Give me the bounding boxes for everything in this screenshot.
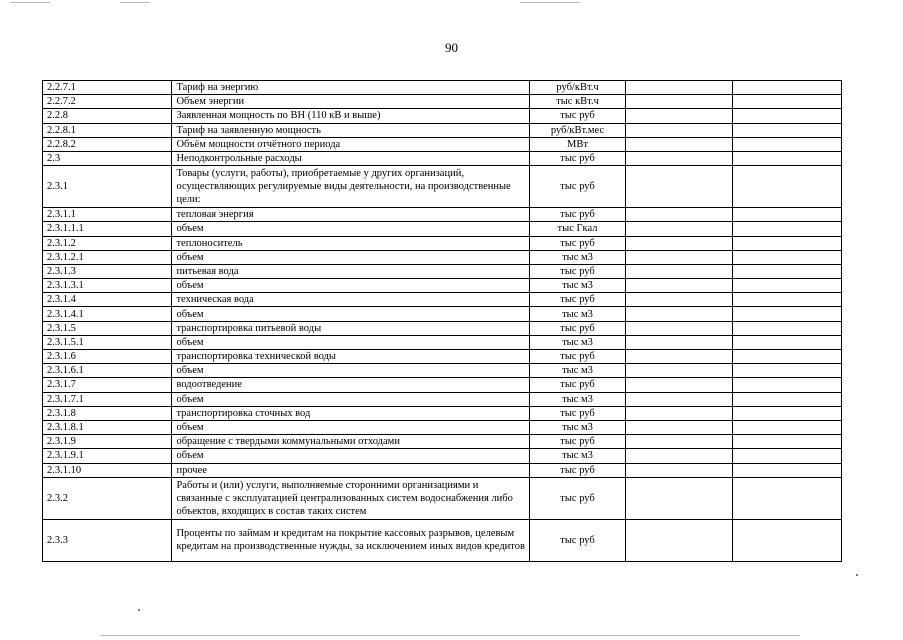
- row-name-cell: Заявленная мощность по ВН (110 кВ и выше): [172, 109, 530, 123]
- row-value-cell-2: [732, 435, 841, 449]
- row-value-cell-1: [625, 293, 732, 307]
- table-row: [43, 137, 842, 151]
- tariff-table: [42, 80, 842, 562]
- row-unit-cell: тыс руб: [530, 293, 625, 307]
- table-row: [43, 321, 842, 335]
- row-code-cell: 2.2.8: [43, 109, 172, 123]
- row-value-cell-2: [732, 95, 841, 109]
- row-value-cell-1: [625, 81, 732, 95]
- row-name-cell: обращение с твердыми коммунальными отходами: [172, 435, 530, 449]
- row-code-cell: 2.3.1.7.1: [43, 392, 172, 406]
- row-value-cell-1: [625, 151, 732, 165]
- row-value-cell-2: [732, 236, 841, 250]
- table-row: [43, 449, 842, 463]
- table-row: [43, 477, 842, 519]
- row-unit-cell: тыс руб: [530, 236, 625, 250]
- row-unit-cell: руб/кВт.мес: [530, 123, 625, 137]
- row-value-cell-1: [625, 236, 732, 250]
- row-code-cell: 2.2.8.2: [43, 137, 172, 151]
- row-code-cell: 2.3.1: [43, 166, 172, 208]
- row-unit-cell: тыс руб: [530, 151, 625, 165]
- row-name-cell: объем: [172, 364, 530, 378]
- table-row: [43, 109, 842, 123]
- row-value-cell-1: [625, 250, 732, 264]
- row-name-cell: Товары (услуги, работы), приобретаемые у других организаций, осуществляющих регулируемые виды деятельности, на производственные цели:: [172, 166, 530, 208]
- scan-speck: [138, 609, 140, 611]
- row-unit-cell: тыс кВт.ч: [530, 95, 625, 109]
- table-row: [43, 378, 842, 392]
- table-row: [43, 519, 842, 561]
- table-row: [43, 335, 842, 349]
- row-value-cell-1: [625, 321, 732, 335]
- table-row: [43, 392, 842, 406]
- row-unit-cell: тыс м3: [530, 279, 625, 293]
- table-row: [43, 208, 842, 222]
- row-value-cell-2: [732, 137, 841, 151]
- row-code-cell: 2.3.1.2.1: [43, 250, 172, 264]
- row-name-cell: техническая вода: [172, 293, 530, 307]
- row-value-cell-1: [625, 477, 732, 519]
- row-unit-cell: тыс руб: [530, 406, 625, 420]
- row-unit-cell: тыс руб: [530, 378, 625, 392]
- row-value-cell-2: [732, 151, 841, 165]
- row-name-cell: объем: [172, 307, 530, 321]
- row-value-cell-2: [732, 463, 841, 477]
- row-code-cell: 2.3: [43, 151, 172, 165]
- row-value-cell-2: [732, 364, 841, 378]
- row-value-cell-1: [625, 307, 732, 321]
- row-code-cell: 2.3.1.1: [43, 208, 172, 222]
- row-code-cell: 2.3.2: [43, 477, 172, 519]
- row-code-cell: 2.2.7.2: [43, 95, 172, 109]
- row-unit-cell: тыс руб: [530, 519, 625, 561]
- row-name-cell: Объем энергии: [172, 95, 530, 109]
- row-name-cell: Объём мощности отчётного периода: [172, 137, 530, 151]
- table-row: [43, 222, 842, 236]
- row-name-cell: объем: [172, 420, 530, 434]
- row-unit-cell: тыс Гкал: [530, 222, 625, 236]
- row-name-cell: транспортировка сточных вод: [172, 406, 530, 420]
- table-row: [43, 236, 842, 250]
- table-row: [43, 293, 842, 307]
- row-value-cell-1: [625, 420, 732, 434]
- row-name-cell: Проценты по займам и кредитам на покрытие кассовых разрывов, целевым кредитам на производственные нужды, за исключением иных видов кредитов: [172, 519, 530, 561]
- table-row: [43, 250, 842, 264]
- row-name-cell: Тариф на заявленную мощность: [172, 123, 530, 137]
- row-code-cell: 2.3.1.6.1: [43, 364, 172, 378]
- row-unit-cell: тыс м3: [530, 392, 625, 406]
- row-unit-cell: руб/кВт.ч: [530, 81, 625, 95]
- row-unit-cell: тыс м3: [530, 420, 625, 434]
- row-value-cell-1: [625, 463, 732, 477]
- row-name-cell: прочее: [172, 463, 530, 477]
- row-value-cell-2: [732, 392, 841, 406]
- row-code-cell: 2.2.7.1: [43, 81, 172, 95]
- row-value-cell-2: [732, 307, 841, 321]
- row-code-cell: 2.3.1.1.1: [43, 222, 172, 236]
- scan-edge-line: [520, 2, 580, 3]
- row-code-cell: 2.3.1.3: [43, 264, 172, 278]
- row-value-cell-2: [732, 222, 841, 236]
- row-code-cell: 2.2.8.1: [43, 123, 172, 137]
- scan-edge-line: [120, 2, 150, 3]
- scan-edge-line: [100, 635, 800, 636]
- row-value-cell-1: [625, 123, 732, 137]
- row-unit-cell: тыс м3: [530, 335, 625, 349]
- row-value-cell-2: [732, 109, 841, 123]
- row-value-cell-1: [625, 95, 732, 109]
- table-row: [43, 435, 842, 449]
- table-row: [43, 279, 842, 293]
- row-code-cell: 2.3.1.10: [43, 463, 172, 477]
- table-row: [43, 264, 842, 278]
- row-unit-cell: тыс м3: [530, 307, 625, 321]
- row-name-cell: объем: [172, 222, 530, 236]
- table-row: [43, 151, 842, 165]
- row-code-cell: 2.3.1.5.1: [43, 335, 172, 349]
- row-unit-cell: тыс руб: [530, 435, 625, 449]
- scan-speck: [856, 574, 858, 576]
- row-name-cell: Тариф на энергию: [172, 81, 530, 95]
- row-unit-cell: тыс руб: [530, 166, 625, 208]
- table-row: [43, 406, 842, 420]
- row-value-cell-1: [625, 109, 732, 123]
- table-row: [43, 95, 842, 109]
- row-name-cell: водоотведение: [172, 378, 530, 392]
- row-value-cell-2: [732, 449, 841, 463]
- row-value-cell-1: [625, 166, 732, 208]
- row-code-cell: 2.3.1.3.1: [43, 279, 172, 293]
- row-value-cell-2: [732, 264, 841, 278]
- row-code-cell: 2.3.1.4.1: [43, 307, 172, 321]
- row-unit-cell: тыс руб: [530, 264, 625, 278]
- table-row: [43, 463, 842, 477]
- row-unit-cell: тыс м3: [530, 250, 625, 264]
- table-row: [43, 123, 842, 137]
- row-value-cell-2: [732, 378, 841, 392]
- row-code-cell: 2.3.1.6: [43, 350, 172, 364]
- row-name-cell: транспортировка технической воды: [172, 350, 530, 364]
- row-value-cell-1: [625, 435, 732, 449]
- row-unit-cell: тыс руб: [530, 208, 625, 222]
- row-code-cell: 2.3.3: [43, 519, 172, 561]
- table-row: [43, 307, 842, 321]
- row-value-cell-1: [625, 335, 732, 349]
- table-body: [43, 81, 842, 562]
- row-value-cell-2: [732, 321, 841, 335]
- row-code-cell: 2.3.1.9.1: [43, 449, 172, 463]
- row-name-cell: Работы и (или) услуги, выполняемые сторонними организациями и связанные с эксплуатацией централизованных систем водоснабжения либо объектов, входящих в состав таких систем: [172, 477, 530, 519]
- row-value-cell-2: [732, 81, 841, 95]
- row-name-cell: теплоноситель: [172, 236, 530, 250]
- row-code-cell: 2.3.1.2: [43, 236, 172, 250]
- row-code-cell: 2.3.1.8: [43, 406, 172, 420]
- row-value-cell-1: [625, 364, 732, 378]
- page-number: 90: [445, 40, 458, 55]
- row-unit-cell: тыс м3: [530, 364, 625, 378]
- row-name-cell: объем: [172, 250, 530, 264]
- row-name-cell: объем: [172, 279, 530, 293]
- row-name-cell: объем: [172, 392, 530, 406]
- row-value-cell-2: [732, 477, 841, 519]
- table-row: [43, 166, 842, 208]
- row-value-cell-2: [732, 250, 841, 264]
- row-value-cell-1: [625, 264, 732, 278]
- row-value-cell-1: [625, 208, 732, 222]
- row-unit-cell: тыс руб: [530, 350, 625, 364]
- table-row: [43, 350, 842, 364]
- row-value-cell-1: [625, 137, 732, 151]
- table-row: [43, 364, 842, 378]
- row-code-cell: 2.3.1.8.1: [43, 420, 172, 434]
- row-value-cell-2: [732, 420, 841, 434]
- row-name-cell: объем: [172, 335, 530, 349]
- row-value-cell-2: [732, 123, 841, 137]
- row-value-cell-2: [732, 293, 841, 307]
- row-name-cell: питьевая вода: [172, 264, 530, 278]
- row-value-cell-2: [732, 350, 841, 364]
- row-unit-cell: тыс руб: [530, 463, 625, 477]
- row-unit-cell: тыс руб: [530, 109, 625, 123]
- row-name-cell: Неподконтрольные расходы: [172, 151, 530, 165]
- row-code-cell: 2.3.1.5: [43, 321, 172, 335]
- row-value-cell-2: [732, 406, 841, 420]
- row-value-cell-1: [625, 406, 732, 420]
- row-code-cell: 2.3.1.9: [43, 435, 172, 449]
- row-name-cell: объем: [172, 449, 530, 463]
- table-row: [43, 420, 842, 434]
- row-value-cell-2: [732, 166, 841, 208]
- row-unit-cell: тыс руб: [530, 477, 625, 519]
- row-unit-cell: МВт: [530, 137, 625, 151]
- row-code-cell: 2.3.1.4: [43, 293, 172, 307]
- row-value-cell-1: [625, 392, 732, 406]
- row-unit-cell: тыс руб: [530, 321, 625, 335]
- row-code-cell: 2.3.1.7: [43, 378, 172, 392]
- row-value-cell-1: [625, 378, 732, 392]
- row-value-cell-1: [625, 350, 732, 364]
- table-row: [43, 81, 842, 95]
- row-name-cell: транспортировка питьевой воды: [172, 321, 530, 335]
- row-name-cell: тепловая энергия: [172, 208, 530, 222]
- row-value-cell-1: [625, 449, 732, 463]
- row-unit-cell: тыс м3: [530, 449, 625, 463]
- row-value-cell-2: [732, 335, 841, 349]
- row-value-cell-2: [732, 279, 841, 293]
- row-value-cell-2: [732, 519, 841, 561]
- row-value-cell-2: [732, 208, 841, 222]
- row-value-cell-1: [625, 279, 732, 293]
- row-value-cell-1: [625, 519, 732, 561]
- row-value-cell-1: [625, 222, 732, 236]
- scan-edge-line: [10, 2, 50, 3]
